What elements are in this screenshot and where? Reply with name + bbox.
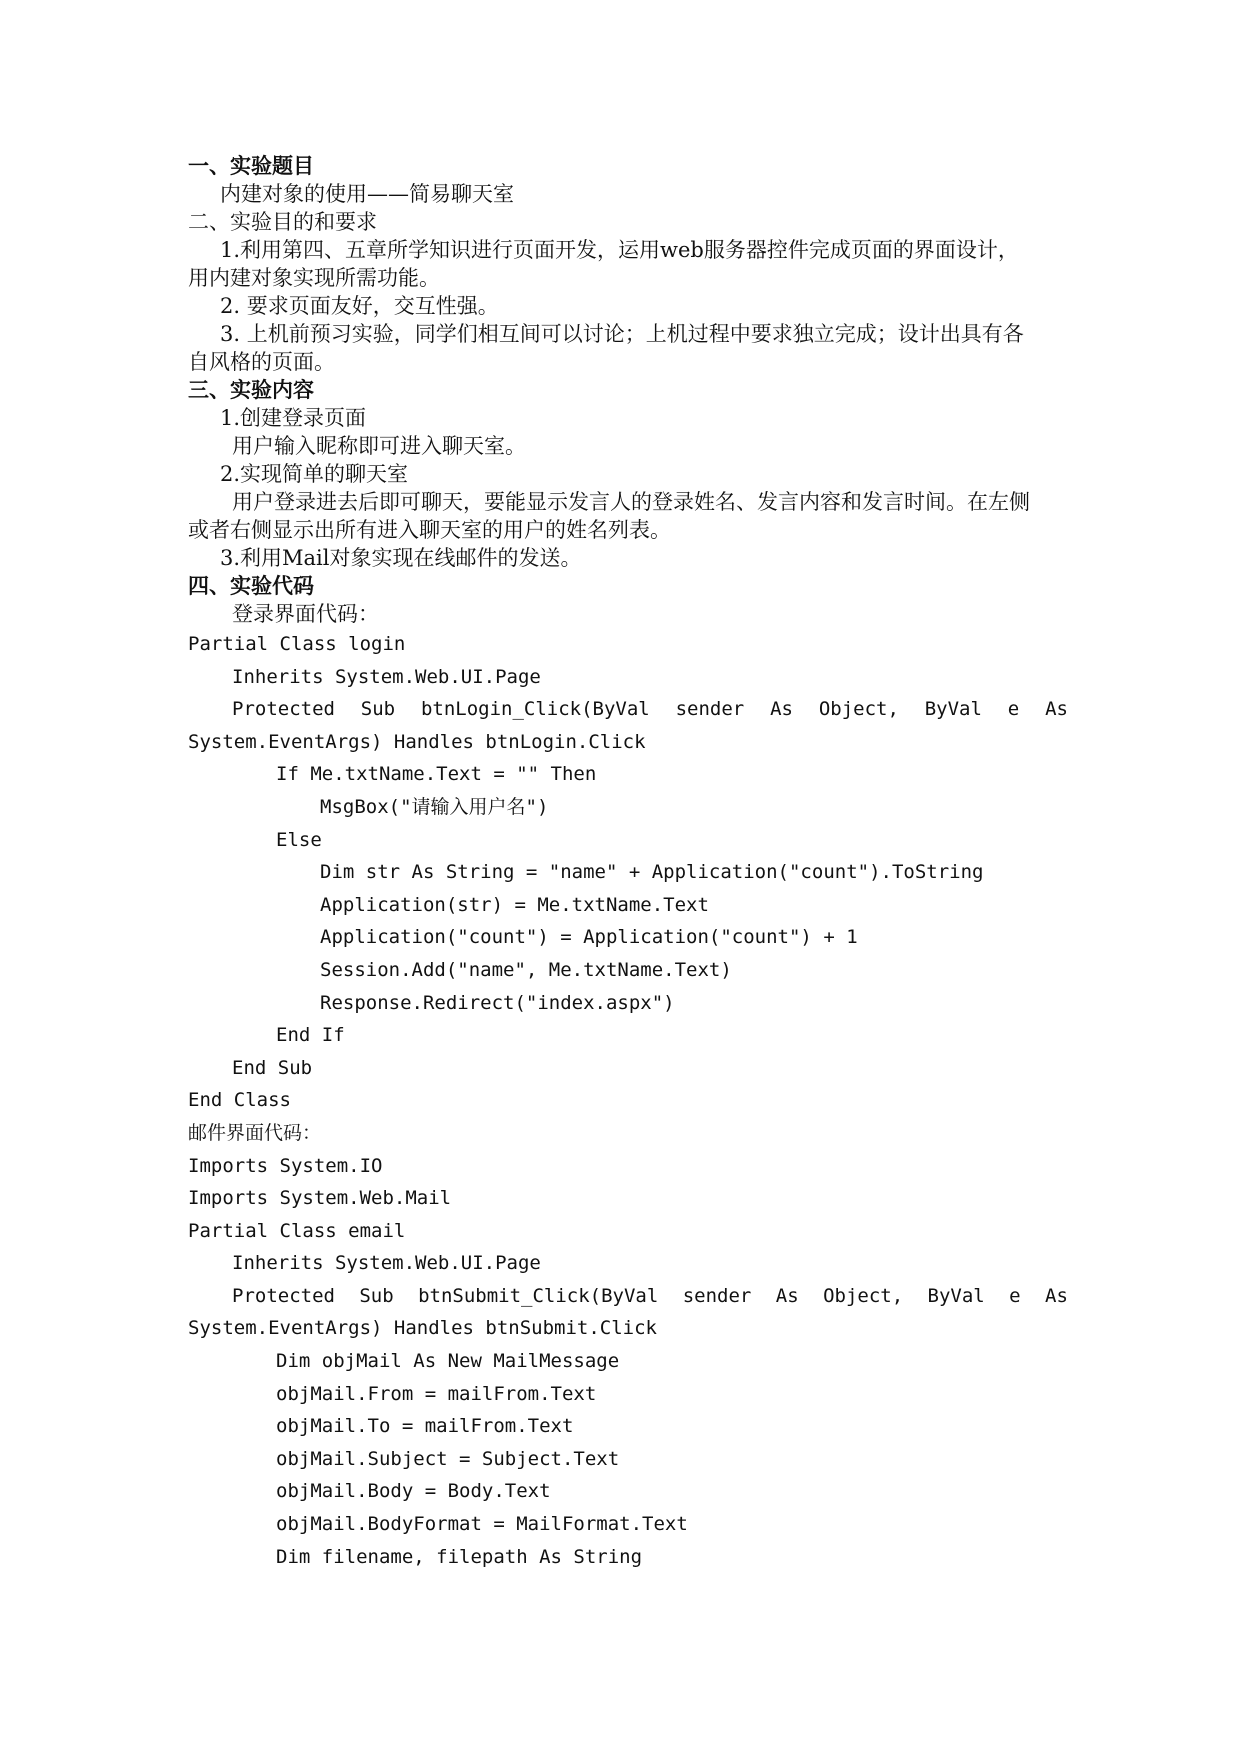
- code-line: objMail.Body = Body.Text: [276, 1480, 551, 1503]
- paragraph-line: 用户输入昵称即可进入聊天室。: [232, 434, 526, 458]
- code-token: sender: [682, 1284, 752, 1307]
- code-line: Else: [276, 828, 322, 851]
- section-heading: 一、实验题目: [188, 154, 314, 178]
- code-line: End Sub: [232, 1056, 313, 1079]
- code-line: Response.Redirect("index.aspx"): [320, 991, 675, 1014]
- code-line: objMail.To = mailFrom.Text: [276, 1415, 574, 1438]
- code-line: System.EventArgs) Handles btnSubmit.Click: [188, 1317, 657, 1340]
- code-line: MsgBox("请输入用户名"): [320, 795, 549, 818]
- document-sections: [188, 152, 1068, 628]
- code-line: Application("count") = Application("count") + 1: [320, 926, 858, 949]
- code-line: Dim objMail As New MailMessage: [276, 1350, 620, 1373]
- code-line: objMail.Subject = Subject.Text: [276, 1447, 620, 1470]
- code-token: Sub: [360, 698, 396, 721]
- paragraph-line: 自风格的页面。: [188, 350, 335, 374]
- paragraph-line: 2. 要求页面友好，交互性强。: [220, 294, 499, 318]
- paragraph-line: 用户登录进去后即可聊天，要能显示发言人的登录姓名、发言内容和发言时间。在左侧: [232, 490, 1030, 514]
- code-token: e: [1007, 698, 1020, 721]
- section-heading: 四、实验代码: [188, 574, 314, 598]
- paragraph-line: 3. 上机前预习实验，同学们相互间可以讨论；上机过程中要求独立完成；设计出具有各: [220, 322, 1024, 346]
- code-line: System.EventArgs) Handles btnLogin.Click: [188, 730, 646, 753]
- code-line: objMail.From = mailFrom.Text: [276, 1382, 597, 1405]
- code-line: Dim str As String = "name" + Application("count").ToString: [320, 861, 984, 884]
- section-heading: 三、实验内容: [188, 378, 314, 402]
- code-token: As: [770, 698, 793, 721]
- code-line: Partial Class login: [188, 633, 406, 655]
- code-line: Partial Class email: [188, 1219, 406, 1242]
- paragraph-line: 3.利用Mail对象实现在线邮件的发送。: [220, 546, 582, 570]
- code-token: As: [1045, 1284, 1068, 1307]
- code-token: ByVal: [927, 1284, 985, 1307]
- code-line: Application(str) = Me.txtName.Text: [320, 893, 709, 916]
- paragraph-line: 1.利用第四、五章所学知识进行页面开发，运用web服务器控件完成页面的界面设计，: [220, 238, 1019, 262]
- code-line: 邮件界面代码：: [188, 1121, 322, 1144]
- code-line: objMail.BodyFormat = MailFormat.Text: [276, 1513, 688, 1536]
- code-token: e: [1009, 1284, 1021, 1307]
- code-line: Inherits System.Web.UI.Page: [232, 665, 541, 688]
- code-token: As: [1045, 698, 1068, 721]
- code-token: Sub: [359, 1284, 394, 1307]
- code-token: Protected: [232, 698, 335, 721]
- code-token: ByVal: [924, 698, 982, 721]
- section-heading: 二、实验目的和要求: [188, 210, 377, 234]
- code-line: End If: [276, 1024, 345, 1047]
- code-token: sender: [675, 698, 745, 721]
- code-token: btnLogin_Click(ByVal: [420, 698, 650, 721]
- document-page: [188, 152, 1068, 1573]
- code-token: Object,: [818, 698, 899, 721]
- code-line: Session.Add("name", Me.txtName.Text): [320, 958, 732, 981]
- paragraph-line: 2.实现简单的聊天室: [220, 462, 409, 486]
- code-token: As: [775, 1284, 799, 1307]
- code-line: [188, 1280, 1068, 1313]
- paragraph-line: 或者右侧显示出所有进入聊天室的用户的姓名列表。: [188, 518, 671, 542]
- code-line: Inherits System.Web.UI.Page: [232, 1252, 541, 1275]
- code-line: Imports System.IO: [188, 1154, 383, 1177]
- code-token: Protected: [232, 1284, 335, 1307]
- code-line: Dim filename, filepath As String: [276, 1545, 643, 1568]
- code-line: [188, 693, 1068, 726]
- code-listing: [188, 628, 1068, 1573]
- paragraph-line: 内建对象的使用——简易聊天室: [220, 182, 514, 206]
- paragraph-line: 登录界面代码：: [232, 602, 379, 626]
- paragraph-line: 用内建对象实现所需功能。: [188, 266, 440, 290]
- code-line: Imports System.Web.Mail: [188, 1187, 452, 1210]
- code-token: btnSubmit_Click(ByVal: [418, 1284, 659, 1307]
- code-line: End Class: [188, 1089, 291, 1112]
- code-line: If Me.txtName.Text = "" Then: [276, 763, 597, 786]
- code-token: Object,: [823, 1284, 904, 1307]
- paragraph-line: 1.创建登录页面: [220, 406, 367, 430]
